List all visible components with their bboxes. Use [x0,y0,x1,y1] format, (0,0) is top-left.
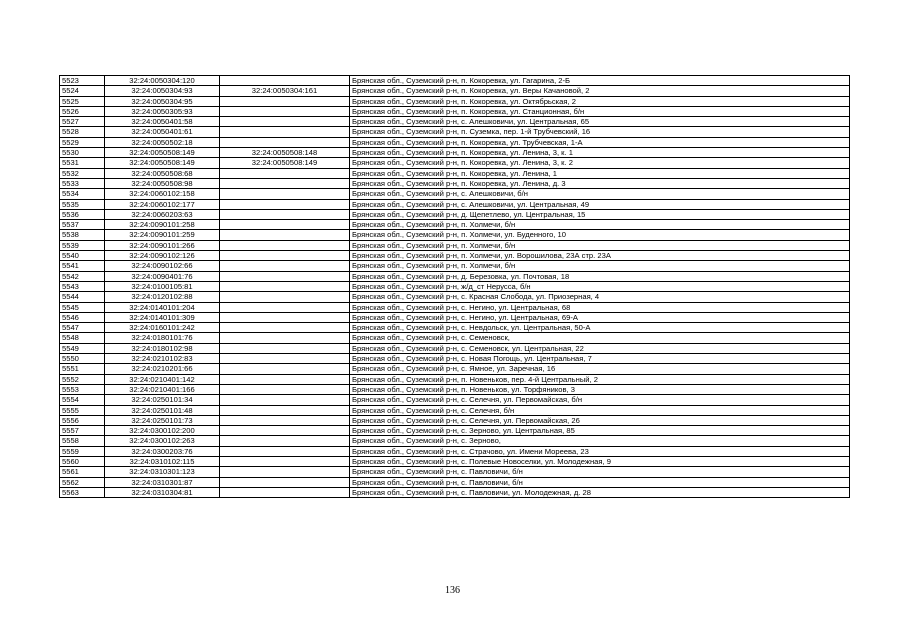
related-cadastral-number-cell [220,292,350,302]
related-cadastral-number-cell [220,395,350,405]
address-cell: Брянская обл., Суземский р-н, п. Кокоревка, ул. Ленина, 3, к. 2 [350,158,850,168]
address-cell: Брянская обл., Суземский р-н, с. Алешковичи, б/н [350,189,850,199]
related-cadastral-number-cell [220,354,350,364]
row-number-cell: 5553 [60,384,105,394]
cadastral-number-cell: 32:24:0210102:83 [105,354,220,364]
row-number-cell: 5527 [60,117,105,127]
address-cell: Брянская обл., Суземский р-н, п. Кокоревка, ул. Ленина, 3, к. 1 [350,148,850,158]
row-number-cell: 5525 [60,96,105,106]
cadastral-number-cell: 32:24:0050305:93 [105,106,220,116]
address-cell: Брянская обл., Суземский р-н, п. Новеньков, пер. 4-й Центральный, 2 [350,374,850,384]
table-row [60,86,850,96]
table-row [60,395,850,405]
row-number-cell: 5551 [60,364,105,374]
table-row [60,189,850,199]
row-number-cell: 5546 [60,312,105,322]
related-cadastral-number-cell [220,374,350,384]
table-row [60,292,850,302]
cadastral-number-cell: 32:24:0090102:66 [105,261,220,271]
address-cell: Брянская обл., Суземский р-н, п. Холмечи, б/н [350,240,850,250]
cadastral-number-cell: 32:24:0310304:81 [105,487,220,497]
row-number-cell: 5524 [60,86,105,96]
row-number-cell: 5526 [60,106,105,116]
table-row [60,302,850,312]
related-cadastral-number-cell: 32:24:0050508:148 [220,148,350,158]
cadastral-number-cell: 32:24:0300102:200 [105,426,220,436]
table-row [60,168,850,178]
cadastral-number-cell: 32:24:0090101:259 [105,230,220,240]
row-number-cell: 5542 [60,271,105,281]
related-cadastral-number-cell: 32:24:0050304:161 [220,86,350,96]
row-number-cell: 5560 [60,456,105,466]
row-number-cell: 5532 [60,168,105,178]
cadastral-number-cell: 32:24:0090401:76 [105,271,220,281]
table-row [60,354,850,364]
address-cell: Брянская обл., Суземский р-н, п. Кокоревка, ул. Октябрьская, 2 [350,96,850,106]
related-cadastral-number-cell [220,168,350,178]
cadastral-number-cell: 32:24:0300203:76 [105,446,220,456]
row-number-cell: 5550 [60,354,105,364]
address-cell: Брянская обл., Суземский р-н, с. Страчово, ул. Имени Мореева, 23 [350,446,850,456]
cadastral-number-cell: 32:24:0050401:61 [105,127,220,137]
row-number-cell: 5529 [60,137,105,147]
address-cell: Брянская обл., Суземский р-н, ж/д_ст Нерусса, б/н [350,281,850,291]
row-number-cell: 5528 [60,127,105,137]
row-number-cell: 5556 [60,415,105,425]
related-cadastral-number-cell [220,127,350,137]
row-number-cell: 5533 [60,178,105,188]
row-number-cell: 5535 [60,199,105,209]
cadastral-number-cell: 32:24:0310301:87 [105,477,220,487]
table-row [60,374,850,384]
related-cadastral-number-cell [220,76,350,86]
table-row [60,405,850,415]
address-cell: Брянская обл., Суземский р-н, с. Зерново, [350,436,850,446]
related-cadastral-number-cell [220,343,350,353]
row-number-cell: 5539 [60,240,105,250]
related-cadastral-number-cell [220,220,350,230]
address-cell: Брянская обл., Суземский р-н, п. Холмечи, ул. Ворошилова, 23А стр. 23А [350,251,850,261]
row-number-cell: 5545 [60,302,105,312]
table-row [60,446,850,456]
address-cell: Брянская обл., Суземский р-н, с. Селечня, б/н [350,405,850,415]
related-cadastral-number-cell [220,415,350,425]
cadastral-number-cell: 32:24:0180102:98 [105,343,220,353]
cadastral-number-cell: 32:24:0100105:81 [105,281,220,291]
related-cadastral-number-cell [220,106,350,116]
row-number-cell: 5531 [60,158,105,168]
related-cadastral-number-cell [220,271,350,281]
related-cadastral-number-cell [220,405,350,415]
cadastral-number-cell: 32:24:0310301:123 [105,467,220,477]
related-cadastral-number-cell [220,364,350,374]
table-row [60,436,850,446]
related-cadastral-number-cell [220,323,350,333]
related-cadastral-number-cell [220,209,350,219]
address-cell: Брянская обл., Суземский р-н, с. Павловичи, б/н [350,467,850,477]
cadastral-number-cell: 32:24:0050508:68 [105,168,220,178]
related-cadastral-number-cell [220,436,350,446]
address-cell: Брянская обл., Суземский р-н, п. Суземка, пер. 1-й Трубчевский, 16 [350,127,850,137]
related-cadastral-number-cell [220,333,350,343]
row-number-cell: 5548 [60,333,105,343]
cadastral-number-cell: 32:24:0140101:309 [105,312,220,322]
related-cadastral-number-cell [220,96,350,106]
row-number-cell: 5538 [60,230,105,240]
address-cell: Брянская обл., Суземский р-н, с. Новая Погощь, ул. Центральная, 7 [350,354,850,364]
table-row [60,415,850,425]
table-body [60,76,850,498]
cadastral-number-cell: 32:24:0180101:76 [105,333,220,343]
related-cadastral-number-cell [220,384,350,394]
cadastral-number-cell: 32:24:0160101:242 [105,323,220,333]
table-row [60,137,850,147]
table-row [60,117,850,127]
address-cell: Брянская обл., Суземский р-н, п. Холмечи, б/н [350,220,850,230]
table-row [60,456,850,466]
row-number-cell: 5559 [60,446,105,456]
address-cell: Брянская обл., Суземский р-н, с. Невдольск, ул. Центральная, 50-А [350,323,850,333]
cadastral-number-cell: 32:24:0140101:204 [105,302,220,312]
cadastral-number-cell: 32:24:0050304:93 [105,86,220,96]
related-cadastral-number-cell [220,281,350,291]
row-number-cell: 5563 [60,487,105,497]
related-cadastral-number-cell [220,117,350,127]
address-cell: Брянская обл., Суземский р-н, с. Зерново, ул. Центральная, 85 [350,426,850,436]
address-cell: Брянская обл., Суземский р-н, с. Алешковичи, ул. Центральная, 65 [350,117,850,127]
cadastral-number-cell: 32:24:0210401:142 [105,374,220,384]
table-row [60,251,850,261]
row-number-cell: 5523 [60,76,105,86]
row-number-cell: 5555 [60,405,105,415]
related-cadastral-number-cell [220,251,350,261]
table-row [60,271,850,281]
address-cell: Брянская обл., Суземский р-н, с. Семеновск, [350,333,850,343]
row-number-cell: 5534 [60,189,105,199]
cadastral-number-cell: 32:24:0050401:58 [105,117,220,127]
table-row [60,127,850,137]
cadastral-number-cell: 32:24:0210201:66 [105,364,220,374]
table-row [60,148,850,158]
cadastral-number-cell: 32:24:0050304:120 [105,76,220,86]
cadastral-number-cell: 32:24:0060102:158 [105,189,220,199]
related-cadastral-number-cell [220,178,350,188]
table-row [60,240,850,250]
row-number-cell: 5547 [60,323,105,333]
address-cell: Брянская обл., Суземский р-н, с. Павловичи, б/н [350,477,850,487]
cadastral-number-cell: 32:24:0050508:149 [105,148,220,158]
table-row [60,230,850,240]
address-cell: Брянская обл., Суземский р-н, п. Кокоревка, ул. Ленина, д. 3 [350,178,850,188]
cadastral-number-cell: 32:24:0210401:166 [105,384,220,394]
address-cell: Брянская обл., Суземский р-н, с. Селечня, ул. Первомайская, 26 [350,415,850,425]
row-number-cell: 5562 [60,477,105,487]
registry-table [59,75,850,498]
address-cell: Брянская обл., Суземский р-н, п. Новеньков, ул. Торфяников, 3 [350,384,850,394]
table-row [60,220,850,230]
row-number-cell: 5530 [60,148,105,158]
table-row [60,209,850,219]
cadastral-number-cell: 32:24:0250101:73 [105,415,220,425]
table-row [60,333,850,343]
address-cell: Брянская обл., Суземский р-н, п. Кокоревка, ул. Веры Качановой, 2 [350,86,850,96]
row-number-cell: 5561 [60,467,105,477]
cadastral-number-cell: 32:24:0050508:98 [105,178,220,188]
related-cadastral-number-cell [220,240,350,250]
row-number-cell: 5540 [60,251,105,261]
related-cadastral-number-cell [220,312,350,322]
row-number-cell: 5552 [60,374,105,384]
table-row [60,178,850,188]
table-row [60,76,850,86]
cadastral-number-cell: 32:24:0060102:177 [105,199,220,209]
related-cadastral-number-cell [220,302,350,312]
address-cell: Брянская обл., Суземский р-н, с. Алешковичи, ул. Центральная, 49 [350,199,850,209]
related-cadastral-number-cell [220,230,350,240]
cadastral-number-cell: 32:24:0250101:48 [105,405,220,415]
table-row [60,106,850,116]
table-row [60,261,850,271]
address-cell: Брянская обл., Суземский р-н, с. Негино, ул. Центральная, 69-А [350,312,850,322]
address-cell: Брянская обл., Суземский р-н, п. Холмечи, ул. Буденного, 10 [350,230,850,240]
related-cadastral-number-cell [220,426,350,436]
row-number-cell: 5537 [60,220,105,230]
cadastral-number-cell: 32:24:0310102:115 [105,456,220,466]
related-cadastral-number-cell: 32:24:0050508:149 [220,158,350,168]
cadastral-number-cell: 32:24:0050304:95 [105,96,220,106]
table-row [60,343,850,353]
row-number-cell: 5554 [60,395,105,405]
cadastral-number-cell: 32:24:0300102:263 [105,436,220,446]
address-cell: Брянская обл., Суземский р-н, с. Семеновск, ул. Центральная, 22 [350,343,850,353]
table-row [60,426,850,436]
table-row [60,96,850,106]
related-cadastral-number-cell [220,446,350,456]
related-cadastral-number-cell [220,477,350,487]
address-cell: Брянская обл., Суземский р-н, с. Павловичи, ул. Молодежная, д. 28 [350,487,850,497]
related-cadastral-number-cell [220,137,350,147]
related-cadastral-number-cell [220,189,350,199]
cadastral-number-cell: 32:24:0090102:126 [105,251,220,261]
address-cell: Брянская обл., Суземский р-н, п. Холмечи, б/н [350,261,850,271]
address-cell: Брянская обл., Суземский р-н, п. Кокоревка, ул. Трубчевская, 1-А [350,137,850,147]
row-number-cell: 5544 [60,292,105,302]
address-cell: Брянская обл., Суземский р-н, с. Полевые Новоселки, ул. Молодежная, 9 [350,456,850,466]
address-cell: Брянская обл., Суземский р-н, п. Кокоревка, ул. Гагарина, 2-Б [350,76,850,86]
table-row [60,487,850,497]
related-cadastral-number-cell [220,467,350,477]
table-row [60,364,850,374]
page-number: 136 [445,585,460,596]
cadastral-number-cell: 32:24:0050508:149 [105,158,220,168]
related-cadastral-number-cell [220,487,350,497]
row-number-cell: 5549 [60,343,105,353]
table-row [60,199,850,209]
row-number-cell: 5557 [60,426,105,436]
address-cell: Брянская обл., Суземский р-н, п. Кокоревка, ул. Станционная, б/н [350,106,850,116]
cadastral-number-cell: 32:24:0120102:88 [105,292,220,302]
cadastral-number-cell: 32:24:0090101:266 [105,240,220,250]
related-cadastral-number-cell [220,456,350,466]
table-row [60,281,850,291]
row-number-cell: 5558 [60,436,105,446]
cadastral-number-cell: 32:24:0060203:63 [105,209,220,219]
table-row [60,384,850,394]
cadastral-number-cell: 32:24:0090101:258 [105,220,220,230]
address-cell: Брянская обл., Суземский р-н, с. Селечня, ул. Первомайская, б/н [350,395,850,405]
table-row [60,467,850,477]
row-number-cell: 5541 [60,261,105,271]
address-cell: Брянская обл., Суземский р-н, п. Кокоревка, ул. Ленина, 1 [350,168,850,178]
address-cell: Брянская обл., Суземский р-н, с. Негино, ул. Центральная, 68 [350,302,850,312]
table-row [60,477,850,487]
address-cell: Брянская обл., Суземский р-н, с. Ямное, ул. Заречная, 16 [350,364,850,374]
cadastral-number-cell: 32:24:0250101:34 [105,395,220,405]
table-row [60,158,850,168]
address-cell: Брянская обл., Суземский р-н, д. Березовка, ул. Почтовая, 18 [350,271,850,281]
table-row [60,312,850,322]
address-cell: Брянская обл., Суземский р-н, с. Красная Слобода, ул. Приозерная, 4 [350,292,850,302]
cadastral-number-cell: 32:24:0050502:18 [105,137,220,147]
row-number-cell: 5536 [60,209,105,219]
table-row [60,323,850,333]
row-number-cell: 5543 [60,281,105,291]
related-cadastral-number-cell [220,261,350,271]
related-cadastral-number-cell [220,199,350,209]
address-cell: Брянская обл., Суземский р-н, д. Щепетлево, ул. Центральная, 15 [350,209,850,219]
